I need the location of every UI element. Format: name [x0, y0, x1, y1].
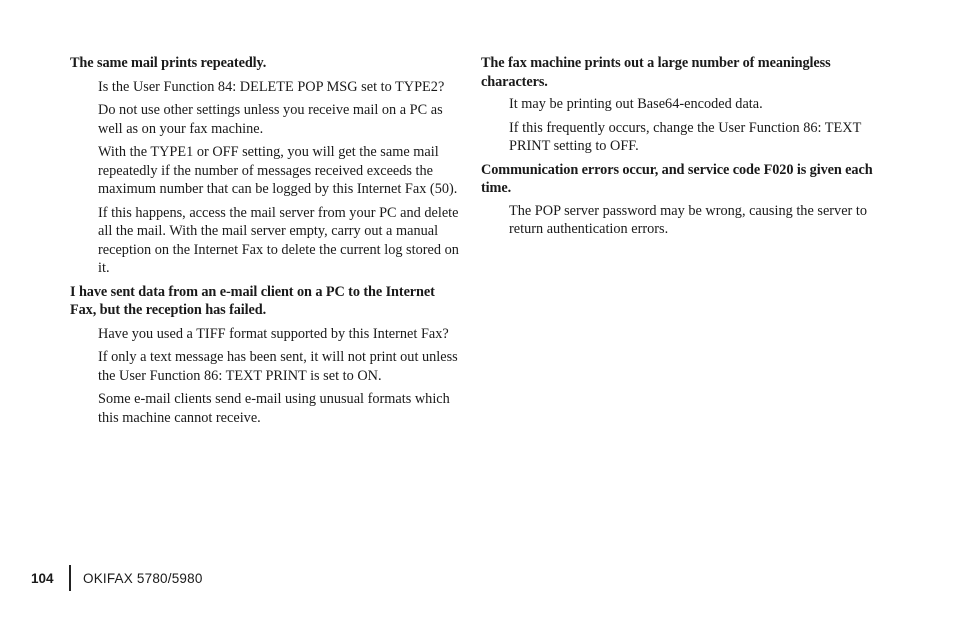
- product-name: OKIFAX 5780/5980: [83, 570, 203, 586]
- section-heading: Communication errors occur, and service code F020 is given each time.: [481, 161, 873, 196]
- paragraph: If this happens, access the mail server from your PC and delete all the mail. With the mail server empty, carry out a manual reception on the Internet Fax to delete the current log stored on it.: [98, 204, 459, 276]
- section-heading: I have sent data from an e-mail client on a PC to the Internet Fax, but the reception has failed.: [70, 283, 435, 318]
- footer-divider: [69, 565, 71, 591]
- paragraph: It may be printing out Base64-encoded data.: [509, 96, 763, 112]
- paragraph: If only a text message has been sent, it will not print out unless the User Function 86: TEXT PRINT is set to ON.: [98, 349, 458, 384]
- paragraph: Have you used a TIFF format supported by this Internet Fax?: [98, 325, 449, 342]
- section-communication-errors: [481, 161, 873, 239]
- section-meaningless-characters: [481, 54, 873, 156]
- page-number: 104: [31, 570, 54, 586]
- left-column: [70, 54, 462, 432]
- section-same-mail-prints: [70, 54, 462, 278]
- section-reception-failed: [70, 283, 462, 428]
- page-footer: [31, 565, 203, 591]
- section-heading: The same mail prints repeatedly.: [70, 55, 267, 71]
- paragraph: Do not use other settings unless you receive mail on a PC as well as on your fax machine.: [98, 102, 443, 137]
- paragraph: If this frequently occurs, change the User Function 86: TEXT PRINT setting to OFF.: [509, 119, 862, 154]
- right-column: [481, 54, 873, 244]
- paragraph: With the TYPE1 or OFF setting, you will get the same mail repeatedly if the number of messages received exceeds the maximum number that can be logged by this Internet Fax (50).: [98, 144, 458, 197]
- paragraph: The POP server password may be wrong, causing the server to return authentication errors.: [509, 202, 867, 237]
- paragraph: Is the User Function 84: DELETE POP MSG set to TYPE2?: [98, 78, 445, 95]
- paragraph: Some e-mail clients send e-mail using unusual formats which this machine cannot receive.: [98, 391, 450, 426]
- section-heading: The fax machine prints out a large number of meaningless characters.: [481, 55, 831, 90]
